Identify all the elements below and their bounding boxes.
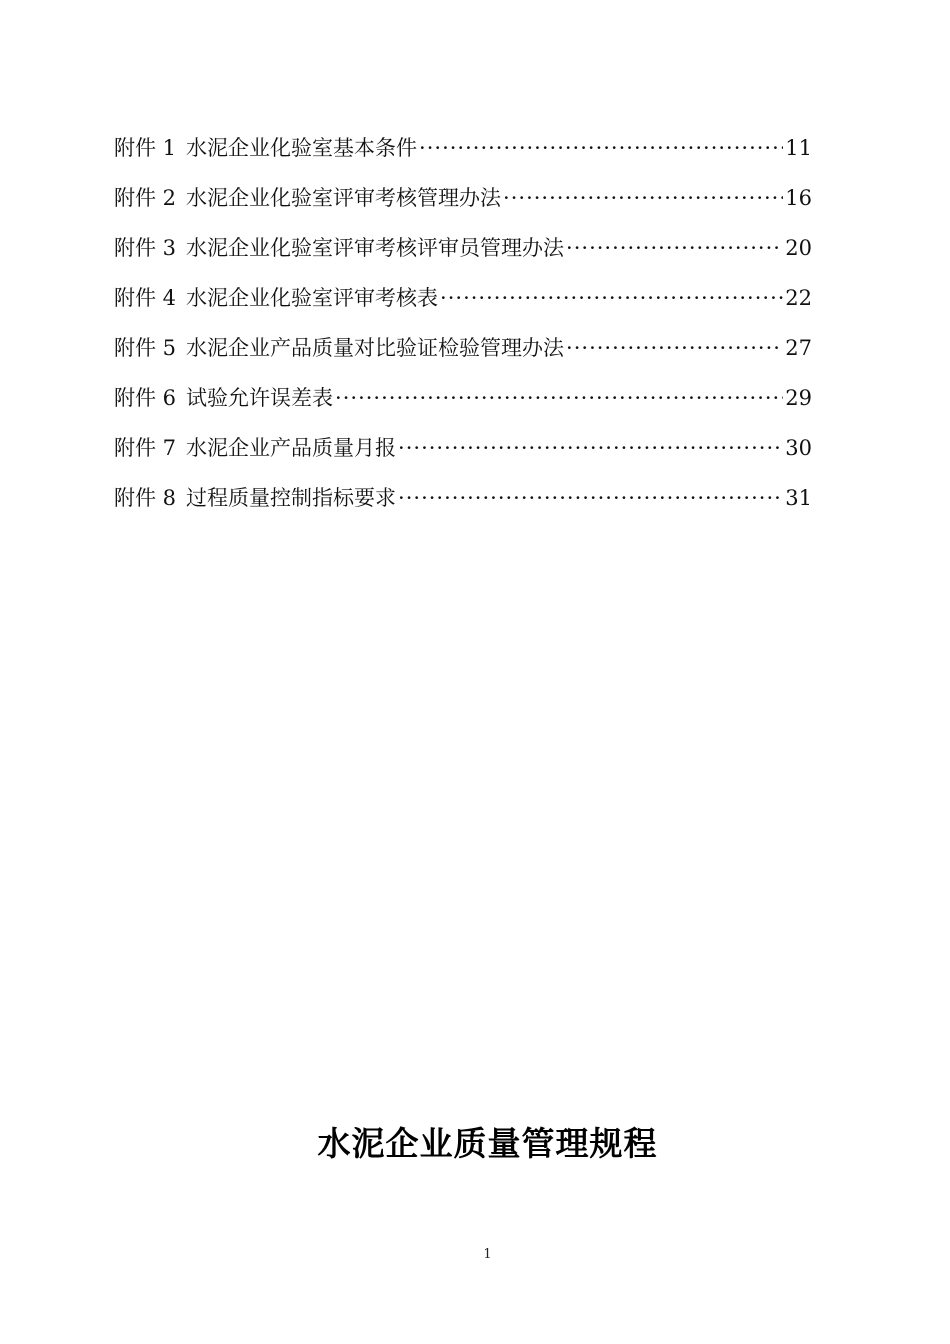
toc-dot-leader: [440, 276, 783, 320]
toc-entry-page: 20: [785, 236, 812, 260]
toc-dot-leader: [566, 326, 783, 370]
page-number: 1: [483, 1247, 492, 1262]
toc-entry: [114, 126, 812, 176]
toc-entry: [114, 176, 812, 226]
toc-entry-prefix: 附件 1: [114, 136, 177, 160]
toc-entry-page: 27: [785, 336, 812, 360]
toc-dot-leader: [398, 426, 783, 470]
toc-entry-page: 31: [785, 486, 812, 510]
toc-entry-prefix: 附件 7: [114, 436, 177, 460]
toc-dot-leader: [419, 126, 783, 170]
toc-entry: [114, 476, 812, 526]
document-title: 水泥企业质量管理规程: [317, 1124, 658, 1163]
toc-entry-title: 水泥企业化验室评审考核评审员管理办法: [186, 236, 565, 260]
toc-entry: [114, 226, 812, 276]
toc-entry: [114, 426, 812, 476]
toc-entry: [114, 276, 812, 326]
toc-dot-leader: [566, 226, 783, 270]
toc-entry: [114, 376, 812, 426]
toc-entry-prefix: 附件 2: [114, 186, 177, 210]
toc-entry-title: 水泥企业化验室基本条件: [186, 136, 418, 160]
toc-entry-prefix: 附件 4: [114, 286, 177, 310]
toc-entry-title: 水泥企业化验室评审考核表: [186, 286, 439, 310]
toc-entry-prefix: 附件 3: [114, 236, 177, 260]
toc-entry-prefix: 附件 6: [114, 386, 177, 410]
toc-entry: [114, 326, 812, 376]
toc-entry-page: 11: [785, 136, 812, 160]
toc-entry-prefix: 附件 5: [114, 336, 177, 360]
table-of-contents: [114, 126, 812, 526]
toc-entry-page: 22: [785, 286, 812, 310]
toc-entry-title: 试验允许误差表: [186, 386, 334, 410]
toc-entry-title: 水泥企业产品质量月报: [186, 436, 397, 460]
toc-entry-title: 水泥企业产品质量对比验证检验管理办法: [186, 336, 565, 360]
toc-dot-leader: [335, 376, 783, 420]
toc-entry-prefix: 附件 8: [114, 486, 177, 510]
toc-entry-page: 16: [785, 186, 812, 210]
toc-entry-page: 29: [785, 386, 812, 410]
toc-entry-title: 过程质量控制指标要求: [186, 486, 397, 510]
toc-entry-page: 30: [785, 436, 812, 460]
toc-dot-leader: [503, 176, 783, 220]
toc-entry-title: 水泥企业化验室评审考核管理办法: [186, 186, 502, 210]
toc-dot-leader: [398, 476, 783, 520]
